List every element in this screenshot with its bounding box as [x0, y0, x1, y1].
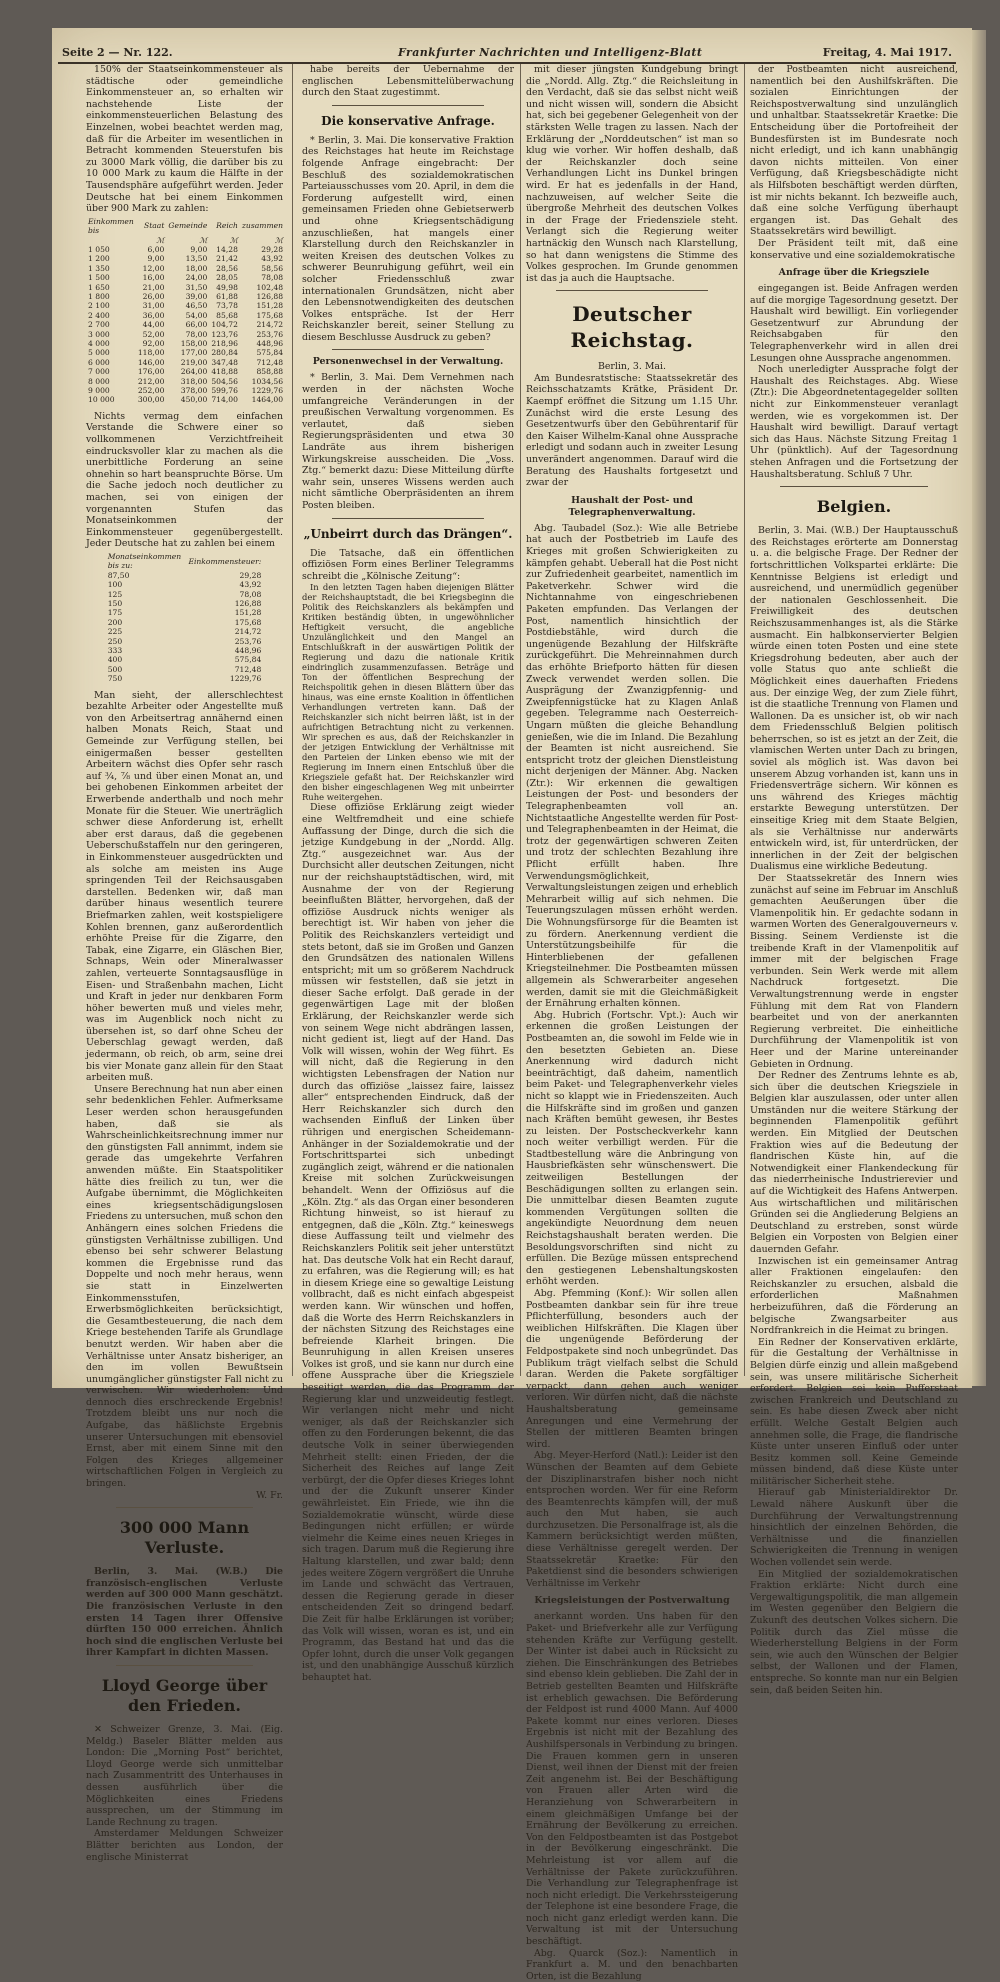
table-cell: 218,96 [211, 339, 238, 348]
reichstag-article: Noch unerledigter Aussprache folgt der Haushalt des Reichstages. Abg. Wiese (Ztr.): Die Abgeordnetentagegelder sollten nicht zur Einkommensteuer veranlagt werden, wie es vorgekommen ist. Der Haushalt wird bewilligt. Darauf vertagt sich das Haus. Nächste Sitzung Freitag 1 Uhr (pünktlich). Auf der Tagesordnung stehen Anfragen und die Fortsetzung der Haushaltsberatung. Schluß 7 Uhr. [750, 364, 958, 480]
headline-war-services: Kriegsleistungen der Postverwaltung [534, 1595, 730, 1607]
table-cell: 418,88 [211, 367, 238, 377]
table-cell: 252,00 [137, 386, 165, 396]
table-cell: 1 650 [88, 282, 110, 292]
issue-date: Freitag, 4. Mai 1917. [822, 46, 952, 59]
table-unit: ℳ [199, 235, 208, 245]
headline-lloyd-george: Lloyd George über den Frieden. [101, 1675, 268, 1715]
table-cell: 16,00 [142, 273, 165, 283]
table-cell: 1 050 [88, 244, 110, 254]
table-cell: 78,08 [261, 273, 284, 283]
table-cell: 29,28 [239, 570, 262, 580]
table-unit: ℳ [229, 235, 238, 245]
table-cell: 118,00 [137, 348, 165, 358]
table-row [106, 665, 264, 674]
reichstag-article: Der Präsident teilt mit, daß eine konservative und eine sozialdemokratische [750, 237, 958, 261]
table-cell: 123,76 [211, 329, 238, 339]
tax-paragraph: Man sieht, der allerschlechtest bezahlte Arbeiter oder Angestellte muß von den Arbeitsertrag annähernd einen halben Monats Reich, Staat und Gemeinde zur Verfügung stellen, bei einigermaßen besser gestellten Arbeitern wächst dies Opfer sehr rasch auf ¾, ⅞ und über einen Monat an, und bei gehobenen Einkommen arbeitet der Erwerbende anderthalb und noch mehr Monate für die Steuer. Wie unerträglich schwer diese Anforderung ist, erhellt aber erst daraus, daß die gegebenen Ueberschußstaffeln nur den geringeren, in Einkommensteuer ausgedrückten und als solche am meisten ins Auge springenden Teil der Reichsausgaben darstellen. Bedenken wir, daß man darüber hinaus wesentlich teurere Briefmarken zahlen, weit kostspieligere Kohlen brennen, ganz außerordentlich erhöhte Preise für die Zigarre, den Tabak, eine Zigarre, ein Gläschen Bier, Schnaps, Wein oder Mineralwasser zahlen, verteuerte Sonntagsausflüge in Eisen- und Straßenbahn machen, Licht und Kraft in jeder nur denkbaren Form höher bewerten muß und vieles mehr, was im Augenblick noch nicht zu übersehen ist, so darf ohne Scheu der Ueberschlag gewagt werden, daß jedermann, ob reich, ob arm, seine drei bis vier Monate ganz allein für den Staat arbeiten muß. [86, 689, 283, 1084]
page-edge [972, 30, 986, 1386]
table-header: Gemeinde [168, 221, 208, 231]
table-cell: 31,00 [142, 301, 165, 311]
table-cell: 43,92 [261, 254, 284, 264]
table-cell: 318,00 [180, 376, 208, 386]
table-cell: 126,88 [234, 599, 262, 608]
table-row [106, 674, 264, 683]
table-cell: 4 000 [88, 339, 110, 348]
table-cell: 750 [107, 674, 123, 684]
table-cell: 85,68 [216, 310, 238, 320]
table-header: Reich [216, 221, 238, 231]
table-cell: 24,00 [185, 273, 208, 283]
belgium-article: Der Staatssekretär des Innern wies zunächst auf seine im Februar im Anschluß gemachten Aeußerungen über die Vlamenpolitik hin. Er gedachte sodann in warmen Worten des Generalgouverneurs v. Bissing. Seinem Verdienste ist die treibende Kraft in der Vlamenpolitik auf immer mit der belgischen Frage verbunden. Sein Werk werde mit allem Nachdruck fortgesetzt. Die Verwaltungstrennung werde in engster Fühlung mit dem Rat von Flandern bearbeitet und von der anerkannten Regierung verbreitet. Die einheitliche Durchführung der Vlamenpolitik ist von Heer und der Marine untereinander Gebieten in Ordnung. [750, 873, 958, 1070]
table-cell: 504,56 [211, 376, 238, 386]
headline-personnel-change: Personenwechsel in der Verwaltung. [312, 356, 504, 368]
table-cell: 146,00 [137, 357, 165, 367]
table-row [86, 292, 285, 301]
table-row [86, 377, 285, 386]
table-cell: 150 [107, 599, 123, 608]
table-cell: 1229,76 [229, 674, 262, 684]
table-cell: 100 [107, 580, 123, 590]
table-cell: 158,00 [180, 339, 208, 348]
table-cell: 214,72 [234, 627, 262, 637]
table-header: Einkommensteuer: [188, 556, 262, 566]
table-cell: 61,88 [216, 291, 238, 301]
reichstag-article: Abg. Quarck (Soz.): Namentlich in Frankfurt a. M. und den benachbarten Orten, ist die Bezahlung [526, 1947, 738, 1982]
table-unit: ℳ [156, 235, 165, 245]
column-rule [520, 64, 521, 1376]
table-cell: 26,00 [142, 291, 165, 301]
table-cell: 46,50 [185, 301, 208, 311]
reichstag-article: Am Bundesratstische: Staatssekretär des Reichsschatzamts Krätke, Präsident Dr. Kaempf eröffnet die Sitzung um 1.15 Uhr. Zunächst wird die erste Lesung des Gesetzentwurfs über den Gebührentarif für den Kaiser Wilhelm-Kanal ohne Aussprache erledigt und sodann auch in zweiter Lesung unverändert angenommen. Darauf wird die Beratung des Haushalts fortgesetzt und zwar der [526, 372, 738, 489]
table-row [106, 637, 264, 646]
belgium-article: Berlin, 3. Mai. (W.B.) Der Hauptausschuß des Reichstages erörterte am Donnerstag u. a. die belgische Frage. Der Redner der fortschrittlichen Volkspartei erklärte: Die Kenntnisse Belgiens ist erledigt und ausreichend, und unermüdlich gegenüber der nationalen Geschlossenheit. Die Freiwilligkeit des deutschen Reichszusammenhanges ist, als die Stärke ausmacht. Ein halbkonservierter Belgien würde einen toten Posten und eine stete Kriegsdrohung bedeuten, aber auch der volle Status quo ante schließt die Möglichkeit eines dauerhaften Friedens aus. Der einzige Weg, der zum Ziele führt, ist die staatliche Trennung von Flamen und Wallonen. Da es unsicher ist, ob wir nach dem Friedensschluß Belgien politisch beherrschen, so ist es jetzt an der Zeit, die vlamischen Werten unter Dach zu bringen, soviel als möglich ist. Was davon bei unserem Abzug vorhanden ist, kann uns in Friedensverträge sichern. Wir können es uns während des Krieges mächtig erstarkte Bewegung unterstützen. Der einseitige Krieg mit dem Staate Belgien, als sie Verhältnisse nur anderwärts entwickeln wird, ist, für unterdrücken, der innerlichen in der Zeit der belgischen Dualismus eine wirkliche Bedeutung. [750, 525, 958, 873]
headline-unbeirrt: „Unbeirrt durch das Drängen“. [303, 526, 513, 541]
table-row [106, 571, 264, 580]
table-cell: 177,00 [180, 348, 208, 358]
table-cell: 66,00 [185, 320, 208, 330]
table-cell: 6,00 [147, 244, 165, 254]
table-cell: 126,88 [256, 291, 284, 301]
lloyd-article: Amsterdamer Meldungen Schweizer Blätter berichten aus London, der englische Ministerrat [86, 1828, 283, 1863]
table-cell: 253,76 [234, 636, 262, 646]
unbeirrt-article: Diese offiziöse Erklärung zeigt wieder eine Weltfremdheit und eine schiefe Auffassung der Dinge, durch die sich die jetzige Kundgebung in der „Nordd. Allg. Ztg.“ ausgezeichnet war. Aus der Durchsicht aller deutschen Zeitungen, nicht nur der reichshauptstädtischen, wird, mit Ausnahme der von der Regierung beeinflußten Blätter, hervorgehen, daß der offiziöse Ausdruck nichts weniger als berechtigt ist. Wir haben von jeher die Politik des Reichskanzlers verteidigt und stets betont, daß sie im Großen und Ganzen den Grundsätzen des nationalen Willens entspricht; mit um so größerem Nachdruck müssen wir feststellen, daß sie jetzt in dieser Sache erfolgt. Daß gerade in der gegenwärtigen Lage mit der bloßen Erklärung, der Reichskanzler werde sich von seinem Wege nicht abdrängen lassen, nicht gedient ist, liegt auf der Hand. Das Volk will wissen, wohin der Weg führt. Es will nicht, daß die Regierung in den wichtigsten Lebensfragen der Nation nur durch das offiziöse „laissez faire, laissez aller“ entsprechenden Eindruck, daß der Herr Reichskanzler sich durch den wachsenden Einfluß der Linken über rührigen und energischen Scheidemann-Anhänger in der Sozialdemokratie und der Fortschrittspartei sich unbedingt zugänglich zeigt, während er die nationalen Kreise mit solchen Zurückweisungen behandelt. Wenn der Offiziösus auf die „Köln. Ztg.“ als das Organ einer besonderen Richtung hinweist, so ist hierauf zu entgegnen, daß die „Köln. Ztg.“ keineswegs diese Auffassung teilt und vielmehr des Reichskanzlers Politik seit jeher unterstützt hat. Das deutsche Volk hat ein Recht darauf, zu erfahren, was die Regierung will; es hat in diesem Kriege eine so gewaltige Leistung vollbracht, daß es nicht einfach abgespeist werden kann. Wir wünschen und hoffen, daß die Worte des Herrn Reichskanzlers in der nächsten Sitzung des Reichstages eine befreiende Klarheit bringen. Die Beunruhigung in allen Kreisen unseres Volkes ist groß, und sie kann nur durch eine offene Aussprache über die Kriegsziele beseitigt werden, die das Programm der Regierung klar und unzweideutig festlegt. Wir verlangen nicht mehr und nicht weniger, als daß der Reichskanzler sich offen zu den Forderungen bekennt, die das deutsche Volk in seiner überwiegenden Mehrheit stellt: einen Frieden, der die Sicherheit des Reiches auf lange Zeit verbürgt, der die Opfer dieses Krieges lohnt und der die Zukunft unserer Kinder gewährleistet. Ein Friede, wie ihn die Sozialdemokratie wünscht, würde diese Bedingungen nicht erfüllen; er würde vielmehr die Keime eines neuen Krieges in sich tragen. Darum muß die Regierung ihre Haltung klarstellen, und zwar bald; denn jedes weitere Zögern vergrößert die Unruhe im Lande und schwächt das Vertrauen, dessen die Regierung gerade in dieser entscheidenden Zeit so dringend bedarf. Die Zeit für halbe Erklärungen ist vorüber; das Volk will wissen, woran es ist, und ein Programm, das Bestand hat und das die Opfer lohnt, durch die unser Volk gegangen ist, und den unabhängige Ausschuß kürzlich behauptet hat. [302, 802, 514, 1683]
table-cell: 175,68 [256, 310, 284, 320]
table-row [106, 608, 264, 617]
reichstag-article: Abg. Hubrich (Fortschr. Vpt.): Auch wir erkennen die großen Leistungen der Postbeamten an, die sowohl im Felde wie in den besetzten Gebieten an. Diese Anerkennung wird dadurch nicht beeinträchtigt, daß daheim, namentlich beim Paket- und Telegraphenverkehr vieles nicht so klappt wie in Friedenszeiten. Auch die Hilfskräfte sind im großen und ganzen nach Kräften bemüht gewesen, ihr Bestes zu leisten. Der Postscheckverkehr kann noch weiter verbilligt werden. Für die Stadtbestellung wäre die Anbringung von Hausbriefkästen sehr wünschenswert. Die zeitweiligen Bestellungen der Beschädigungen sollten zu erlangen sein. Die unmittelbar diesen Beamten zugute kommenden Vergütungen sollten die angekündigte Neuordnung dem neuen Reichstagshaushalt beraten werden. Die Besoldungsvorschriften sind nicht zu erfüllen. Die Bezüge müssen entsprechend den gestiegenen Lebenshaltungskosten erhöht werden. [526, 1009, 738, 1288]
table-cell: 6 000 [88, 357, 110, 367]
table-cell: 3 000 [88, 329, 110, 339]
table-cell: 347,48 [211, 357, 238, 367]
table-cell: 448,96 [234, 646, 262, 656]
table-cell: 78,08 [239, 589, 262, 599]
table-cell: 1034,56 [251, 376, 284, 386]
table-header: Monatseinkommen bis zu: [107, 551, 182, 571]
masthead-title: Frankfurter Nachrichten und Intelligenz-Blatt [398, 46, 703, 59]
table-cell: 378,00 [180, 386, 208, 396]
reichstag-article: Abg. Pfemming (Konf.): Wir sollen allen Postbeamten dankbar sein für ihre treue Pflichterfüllung, besonders auch der weiblichen Hilfskräften. Die Klagen über die ungenügende Beförderung der Feldpostpakete sind noch unbegründet. Das Publikum trägt vielfach selbst die Schuld daran. Werden die Pakete sorgfältiger verpackt, dann gehen auch weniger verloren. Wir dürfen nicht, daß die nächste Haushaltsberatung gemeinsame Anregungen und eine Vermehrung der Stellen der mittleren Beamten bringen wird. [526, 1288, 738, 1450]
table-cell: 43,92 [239, 580, 262, 590]
table-cell: 712,48 [234, 664, 262, 674]
table-cell: 18,00 [185, 263, 208, 273]
column-1 [86, 64, 284, 1863]
column-rule [292, 64, 293, 1376]
tax-paragraph: Nichts vermag dem einfachen Verstande die Schwere einer so vollkommenen Verzichtfreiheit eindrucksvoller klar zu machen als die unerbittliche Forderung an seine ohnehin so hart beanspruchte Börse. Um die Sache jedoch noch deutlicher zu machen, sei von einigen der vorgenannten Stufen das Monatseinkommen der Einkommensteuer gegenübergestellt. Jeder Deutsche hat zu zahlen bei einem [86, 410, 283, 550]
table-cell: 1 200 [88, 254, 110, 264]
table-cell: 12,00 [142, 263, 165, 273]
table-header-row [106, 552, 264, 571]
table-cell: 5 000 [88, 348, 110, 358]
table-cell: 31,50 [185, 282, 208, 292]
table-cell: 125 [107, 589, 123, 599]
table-row [106, 590, 264, 599]
table-cell: 21,42 [216, 254, 238, 264]
table-row [86, 386, 285, 395]
table-header: Einkommen bis [88, 216, 134, 236]
table-cell: 54,00 [185, 310, 208, 320]
table-cell: 92,00 [142, 339, 165, 348]
table-cell: 712,48 [256, 357, 284, 367]
table-cell: 333 [107, 646, 123, 656]
table-row [106, 655, 264, 664]
tax-paragraph: Unsere Berechnung hat nun aber einen sehr bedenklichen Fehler. Aufmerksame Leser werden schon herausgefunden haben, daß sie als Wahrscheinlichkeitsrechnung immer nur den günstigsten Fall annimmt, indem sie gerade das umgekehrte Verfahren anwenden müßte. Ein Staatspolitiker hätte dies freilich zu tun, wer die Aufgabe übernimmt, die Möglichkeiten eines kriegsentschädigungslosen Friedens zu untersuchen, muß schon den Anhängern eines solchen Friedens die günstigsten Verhältnisse zubilligen. Und ebenso bei sehr schwerer Belastung kommen die Ergebnisse rund das Doppelte und noch mehr heraus, wenn sie statt in Einzelwerten Einkommensstufen, Erwerbsmöglichkeiten berücksichtigt, die Gesamtbesteuerung, die nach dem Kriege bestehenden Tarife als Grundlage benutzt werden. Wir haben aber die Verhältnisse unter Ansatz bisheriger, an den im vollen Bewußtsein unumgänglicher günstigster Fall nicht zu verwischen. Wir wiederholen: Und dennoch dies erschreckende Ergebnis! Trotzdem bleibt uns nur noch die Aufgabe, das häßlichste Ergebnis unserer Untersuchungen mit ebensoviel Ernst, aber mit einem Sinne mit den Folgen des Krieges allgemeiner wirtschaftlichen Folgen in Vergleich zu bringen. [86, 1083, 283, 1490]
table-unit: ℳ [274, 235, 284, 245]
table-cell: 151,28 [234, 608, 262, 618]
table-cell: 2 100 [88, 301, 110, 311]
table-cell: 29,28 [261, 244, 284, 254]
table-cell: 44,00 [142, 320, 165, 330]
table-row [86, 311, 285, 320]
belgium-article: Ein Redner der Konservativen erklärte, für die Gestaltung der Verhältnisse in Belgien dürfe einzig und allein maßgebend sein, was unsere militärische Sicherheit erfordert. Belgien sei kein Pufferstaat zwischen Frankreich und Deutschland zu sein. Es habe diesen Zweck aber nicht erfüllt. Welche Gestalt Belgien auch annehmen solle, die Frage, die flandrische Küste unter unseren Einfluß oder unter Besitz kommen soll. Keine Gemeinde müssen bindend, daß diese Küste unter militärischer Sicherheit stehe. [750, 1336, 958, 1487]
table-cell: 10 000 [88, 395, 115, 405]
table-body [106, 571, 264, 684]
table-row [106, 618, 264, 627]
table-unit [86, 236, 136, 245]
table-row [86, 339, 285, 348]
table-cell: 78,00 [185, 329, 208, 339]
table-cell: 400 [107, 655, 123, 665]
table-cell: 250 [107, 636, 123, 646]
reichstag-article: eingegangen ist. Beide Anfragen werden auf die morgige Tagesordnung gesetzt. Der Haushalt wird bewilligt. Ein vorliegender Gesetzentwurf zur Abrundung der Reichsabgaben für den Telegraphenverkehr wird in allen drei Lesungen ohne Aussprache angenommen. [750, 283, 958, 364]
losses-article: Berlin, 3. Mai. (W.B.) Die französisch-englischen Verluste werden auf 300 000 Mann geschätzt. Die französischen Verluste in den ersten 14 Tagen ihrer Offensive dürften 150 000 erreichen. Ähnlich hoch sind die englischen Verluste bei ihrer Kampfart in dichten Massen. [86, 1566, 283, 1659]
separator [332, 349, 484, 350]
table-cell: 714,00 [211, 395, 238, 405]
table-cell: 175,68 [234, 617, 262, 627]
table-cell: 9 000 [88, 386, 110, 396]
table-cell: 2 700 [88, 320, 110, 330]
table-cell: 575,84 [256, 348, 284, 358]
table-row [106, 580, 264, 589]
belgium-article: Hierauf gab Ministerialdirektor Dr. Lewald nähere Auskunft über die Durchführung der Verwaltungstrennung hinsichtlich der einzelnen Behörden, die Verhältnisse und die finanziellen Schwierigkeiten die Trennung in wenigen Wochen vollendet sein werde. [750, 1487, 958, 1569]
table-cell: 14,28 [216, 244, 238, 254]
headline-conservative-inquiry: Die konservative Anfrage. [321, 113, 495, 128]
table-cell: 253,76 [256, 329, 284, 339]
inquiry-article: * Berlin, 3. Mai. Die konservative Fraktion des Reichstages hat heute im Reichstage folgende Anfrage eingebracht: Der Beschluß des sozialdemokratischen Parteiausschusses vom 20. April, in dem die Forderung aufgestellt wird, einen gemeinsamen Frieden ohne Gebietserwerb und ohne Kriegsentschädigung anzuschließen, hat mangels einer Klarstellung durch den Reichskanzler in weiten Kreisen des deutschen Volkes zu schwerer Beunruhigung geführt, weil ein solcher Friedensschluß zwar internationalen Grundsätzen, nicht aber den Lebensnotwendigkeiten des deutschen Volkes entspräche. Ist der Herr Reichskanzler bereit, seiner Stellung zu diesem Beschlusse Ausdruck zu geben? [302, 134, 514, 343]
column-3 [526, 64, 738, 1982]
running-head [58, 44, 956, 64]
table-cell: 73,78 [216, 301, 238, 311]
separator [780, 486, 928, 487]
table-cell: 151,28 [256, 301, 284, 311]
unbeirrt-quote: In den letzten Tagen haben diejenigen Blätter der Reichshauptstadt, die bei Kriegsbeginn die Politik des Reichskanzlers als bekämpfen und Kritiken beständig übten, in ungewöhnlicher Heftigkeit versucht, die angebliche Unzulänglichkeit und den Mangel an Entschlußkraft in der auswärtigen Politik der Regierung und dazu die nationale Kritik eindringlich zusammenzufassen. Beträge und Ton der öffentlichen Besprechung der Reichspolitik gehen in diesen Blättern über das hinaus, was eine ernste Koalition in öffentlichen Verhandlungen vertreten kann. Daß der Reichskanzler sich nicht beirren läßt, ist in der aufrichtigen Betrachtung nicht zu verkennen. Wir sprechen es aus, daß der Reichskanzler in der jetzigen Entwicklung der Verhältnisse mit den Parteien der Linken ebenso wie mit der Regierung im Innern einen Entschluß über die Kriegsziele gefaßt hat. Der Reichskanzler wird den bisher eingeschlagenen Weg mit unbeirrter Ruhe weitergehen. [302, 582, 514, 803]
table-cell: 1 800 [88, 291, 110, 301]
table-row [86, 395, 285, 404]
headline-war-aims-inquiry: Anfrage über die Kriegsziele [778, 267, 930, 279]
article-continuation: habe bereits der Uebernahme der englischen Lebensmittelüberwachung durch den Staat zugestimmt. [302, 64, 514, 99]
table-cell: 214,72 [256, 320, 284, 330]
table-header-row [86, 217, 285, 236]
table-cell: 9,00 [190, 244, 208, 254]
table-unit-row [86, 236, 285, 245]
table-cell: 575,84 [234, 655, 262, 665]
table-cell: 28,56 [216, 263, 238, 273]
separator [332, 105, 484, 106]
separator [332, 518, 484, 519]
table-cell: 21,00 [142, 282, 165, 292]
table-row [86, 367, 285, 376]
table-row [86, 264, 285, 273]
separator [556, 290, 708, 291]
table-row [86, 273, 285, 282]
table-row [86, 348, 285, 357]
article-continuation: der Postbeamten nicht ausreichend, namentlich bei den Aushilfskräften. Die sozialen Einrichtungen der Reichspostverwaltung sind unzulänglich und unhaltbar. Staatssekretär Kraetke: Die Entscheidung über die Portofreiheit der Bundesfürsten ist im Bundesrate noch nicht erledigt, und ich kann unabhängig davon nichts mitteilen. Von einer Verfügung, daß Kriegsbeschädigte nicht als Hilfsboten beschäftigt werden dürften, ist mir nichts bekannt. Ich bezweifle auch, daß eine solche Verfügung überhaupt ergangen ist. Das Gehalt des Staatssekretärs wird bewilligt. [750, 64, 958, 238]
belgium-article: Ein Mitglied der sozialdemokratischen Fraktion erklärte: Nicht durch eine Vergewaltigungspolitik, die man allgemein im Westen gegenüber den Belgiern die Zukunft des deutschen Volkes sichern. Die Politik durch das Ziel müsse die Wiederherstellung Belgiens in der Form sein, wie auch den Wünschen der Belgier selbst, der Wallonen und der Flamen, entspreche. So konnte man nur ein Belgien sein, daß beiden Seiten hin. [750, 1568, 958, 1696]
column-2 [302, 64, 514, 1683]
table-cell: 104,72 [211, 320, 238, 330]
personnel-article: * Berlin, 3. Mai. Dem Vernehmen nach werden in der nächsten Woche umfangreiche Veränderungen in der preußischen Verwaltung vorgenommen. Es verlautet, daß sieben Regierungspräsidenten und etwa 30 Landräte aus ihrem bisherigen Wirkungskreise ausscheiden. Die „Voss. Ztg.“ bemerkt dazu: Diese Mitteilung dürfte wahr sein, unseres Wissens werden auch nicht sämtliche Oberpräsidenten an ihrem Posten bleiben. [302, 372, 514, 511]
table-cell: 200 [107, 617, 123, 627]
table-cell: 212,00 [137, 376, 165, 386]
table-cell: 102,48 [256, 282, 284, 292]
table-row [106, 599, 264, 608]
table-cell: 36,00 [142, 310, 165, 320]
table-row [86, 283, 285, 292]
page-number: Seite 2 — Nr. 122. [62, 46, 173, 59]
reichstag-dateline: Berlin, 3. Mai. [597, 361, 666, 373]
table-row [86, 301, 285, 310]
reichstag-article: Abg. Meyer-Herford (Natl.): Leider ist den Wünschen der Beamten auf dem Gebiete der Disziplinarstrafen bisher noch nicht entsprochen worden. Wer für eine Reform des Beamtenrechts kämpfen will, der muß auch den Mut haben, sie auch durchzusetzen. Die Personalfrage ist, als die Kammern berücksichtigt werden müßten, diese Verhältnisse geregelt werden. Der Staatssekretär Kraetke: Für den Paketdienst sind die besonders schwierigen Verhältnisse im Verkehr [526, 1450, 738, 1589]
headline-post-budget: Haushalt der Post- und Telegraphenverwaltung. [568, 494, 696, 518]
table-row [86, 254, 285, 263]
table-cell: 9,00 [147, 254, 165, 264]
table-cell: 52,00 [142, 329, 165, 339]
belgium-article: Der Redner des Zentrums lehnte es ab, sich über die deutschen Kriegsziele in Belgien klar auszulassen, oder unter allen Umständen nur die weitere Stärkung der beginnenden Flamenpolitik geführt werden. Ein Mitglied der Deutschen Fraktion wies auf die Bedeutung der flandrischen Küste hin, auf die Notwendigkeit einer Flankendeckung für das niederrheinische Industrierevier und auf die Wichtigkeit des Hafens Antwerpen. Aus wirtschaftlichen und militärischen Gründen sei die Angliederung Belgiens an Deutschland zu erstreben, sonst würde Belgien ein Vorposten von Belgien einer dauernden Gefahr. [750, 1070, 958, 1255]
separator [116, 1507, 253, 1508]
table-body [86, 245, 285, 405]
column-4 [750, 64, 958, 1696]
table-row [106, 646, 264, 655]
table-cell: 8 000 [88, 376, 110, 386]
tax-table-monthly [106, 552, 264, 684]
table-cell: 1 500 [88, 273, 110, 283]
table-cell: 300,00 [137, 395, 165, 405]
table-cell: 39,00 [185, 291, 208, 301]
table-row [106, 627, 264, 636]
table-cell: 7 000 [88, 367, 110, 377]
table-header: Staat [144, 221, 165, 231]
table-header: zusammen [241, 221, 284, 231]
table-cell: 264,00 [180, 367, 208, 377]
table-row [86, 320, 285, 329]
table-cell: 225 [107, 627, 123, 637]
table-cell: 500 [107, 664, 123, 674]
table-cell: 219,00 [180, 357, 208, 367]
table-cell: 58,56 [261, 263, 284, 273]
reichstag-article: Abg. Taubadel (Soz.): Wie alle Betriebe hat auch der Postbetrieb im Laufe des Krieges mit großen Schwierigkeiten zu kämpfen gehabt. Ueberall hat die Post nicht zur Zufriedenheit gearbeitet, namentlich im Paketverkehr. Schwer wird die Nichtannahme von eingeschriebenen Paketen empfunden. Das Verlangen der Post, namentlich hinsichtlich der Postdiebstähle, wird durch die ungenügende Bezahlung der Hilfskräfte zurückgeführt. Die Mehreinnahmen durch das erhöhte Briefporto hätten für diesen Zweck verwendet werden sollen. Die Ausprägung der Zwanzigpfennig- und Zweipfennigstücke hat zu Klagen Anlaß gegeben. Telegramme nach Oesterreich-Ungarn müßten die gleiche Behandlung genießen, wie die im Inland. Die Bezahlung der Beamten ist nicht ausreichend. Sie entspricht trotz der gleichen Dienstleistung nicht derjenigen der Männer. Abg. Nacken (Ztr.): Wir erkennen die gewaltigen Leistungen der Post- und besonders der Telegraphenbeamten voll an. Nichtstaatliche Angestellte werden für Post- und Telegraphenbeamten in der Heimat, die trotz der gegenwärtigen schweren Zeiten und trotz der schlechten Bezahlung ihre Pflicht erfüllt haben. Ihre Verwendungsmöglichkeit, Verwaltungsleistungen zeigen und erheblich Mehrarbeit willig auf sich nehmen. Die Teuerungszulagen müssen erhöht werden. Die Wohnungsfürsorge für die Beamten ist zu fördern. Anerkennung verdient die Unterstützungsbeihilfe für die Hinterbliebenen der gefallenen Kriegsteilnehmer. Die Postbeamten müssen allgemein als Schwerarbeiter angesehen werden, damit sie mit die Gleichmäßigkeit der Ernährung erhalten können. [526, 522, 738, 1010]
headline-belgium: Belgien. [816, 497, 892, 517]
separator [116, 1665, 253, 1666]
table-cell: 49,98 [216, 282, 238, 292]
headline-reichstag: Deutscher Reichstag. [570, 302, 694, 353]
table-cell: 28,05 [216, 273, 238, 283]
tax-intro: 150% der Staatseinkommensteuer als städtische oder gemeindliche Einkommensteuer an, so erhalten wir nachstehende Liste der einkommensteuerlichen Belastung des Einzelnen, wobei beachtet werden mag, daß für die Arbeiter im wesentlichen in Betracht kommenden Steuerstufen bis zu 3000 Mark völlig, die darüber bis zu 10 000 Mark zu kaum die Hälfte in der Tausendsphäre aufgeführt werden. Jeder Deutsche hat bei einem Einkommen über 900 Mark zu zahlen: [86, 64, 283, 215]
table-cell: 858,88 [256, 367, 284, 377]
lloyd-article: ✕ Schweizer Grenze, 3. Mai. (Eig. Meldg.) Baseler Blätter melden aus London: Die „Morning Post“ berichtet, Lloyd George werde sich unmittelbar nach Zusammentritt des Unterhauses in dessen ausführlich über die Möglichkeiten eines Friedens aussprechen, um der Stimmung im Lande Rechnung zu tragen. [86, 1723, 283, 1828]
table-cell: 175 [107, 608, 123, 618]
belgium-article: Inzwischen ist ein gemeinsamer Antrag aller Fraktionen eingelaufen: den Reichskanzler zu ersuchen, alsbald die erforderlichen Maßnahmen herbeizuführen, daß die Förderung an belgische Zwangsarbeiter aus Nordfrankreich in die Heimat zu bringen. [750, 1255, 958, 1337]
article-continuation: mit dieser jüngsten Kundgebung bringt die „Nordd. Allg. Ztg.“ die Reichsleitung in den Verdacht, daß sie das selbst nicht weiß und nicht wissen will, sondern die Absicht hat, sich bei gegebener Gelegenheit von der stärksten Welle tragen zu lassen. Nach der Erklärung der „Norddeutschen“ ist man so klug wie vorher. Wir hoffen deshalb, daß der Reichskanzler doch seine Verhandlungen Licht ins Dunkel bringen wird. Er hat es jedenfalls in der Hand, nachzuweisen, auf welcher Seite die übergroße Mehrheit des deutschen Volkes in der Frage der Friedensziele steht. Verlangt sich die Regierung weiter hartnäckig den Wunsch nach Klarstellung, so hat dann wenigstens die Stimme des Volkes gesprochen. Im Grunde genommen ist das ja auch die Hauptsache. [526, 64, 738, 284]
table-row [86, 245, 285, 254]
table-row [86, 358, 285, 367]
table-cell: 448,96 [256, 339, 284, 348]
reichstag-article: anerkannt worden. Uns haben für den Paket- und Briefverkehr alle zur Verfügung stehenden Kräfte zur Verfügung gestellt. Der Winter ist dabei auch in Rücksicht zu ziehen. Die Einschränkungen des Betriebes sind ebenso klein geblieben. Die Zahl der in Betrieb gestellten Beamten und Hilfskräfte ist erheblich gewachsen. Die Beförderung der Feldpost ist rund 4000 Mann. Auf 4000 Pakete kommt nur eines verloren. Dieses Ergebnis ist nicht mit der Bezahlung des Aushilfspersonals in Verbindung zu bringen. Die Frauen kommen gern in unseren Dienst, weil ihnen der Dienst mit der freien Zeit angenehm ist. Bei der Beschäftigung von Frauen aller Arten wird die Heranziehung von Schwerarbeitern in einem gleichmäßigen Umfange bei der Ernährung der Bevölkerung zu erreichen. Von den Feldpostbeamten ist das Postgebot in der Bevölkerung eingeschränkt. Die Mehrleistung ist vor allem auf die Verhältnisse der Pakete zurückzuführen. Die Verhandlung zur Telegraphenfrage ist noch nicht erledigt. Die Verkehrssteigerung der Telephone ist eine besondere Frage, die noch nicht ganz erledigt werden kann. Die Verwaltung ist mit der Untersuchung beschäftigt. [526, 1611, 738, 1948]
table-row [86, 330, 285, 339]
table-cell: 1229,76 [251, 386, 284, 396]
table-cell: 176,00 [137, 367, 165, 377]
tax-table-annual [86, 217, 285, 405]
table-cell: 1464,00 [251, 395, 284, 405]
table-cell: 87,50 [107, 570, 130, 580]
table-cell: 13,50 [185, 254, 208, 264]
author-signature: W. Fr. [256, 1489, 283, 1501]
table-cell: 450,00 [180, 395, 208, 405]
table-cell: 280,84 [211, 348, 238, 358]
table-cell: 599,76 [211, 386, 238, 396]
headline-losses: 300 000 Mann Verluste. [119, 1518, 250, 1558]
unbeirrt-intro: Die Tatsache, daß ein öffentlichen offiziösen Form eines Berliner Telegramms schreibt die „Kölnische Zeitung“: [302, 547, 514, 582]
column-rule [744, 64, 745, 1376]
table-cell: 2 400 [88, 310, 110, 320]
table-cell: 1 350 [88, 263, 110, 273]
